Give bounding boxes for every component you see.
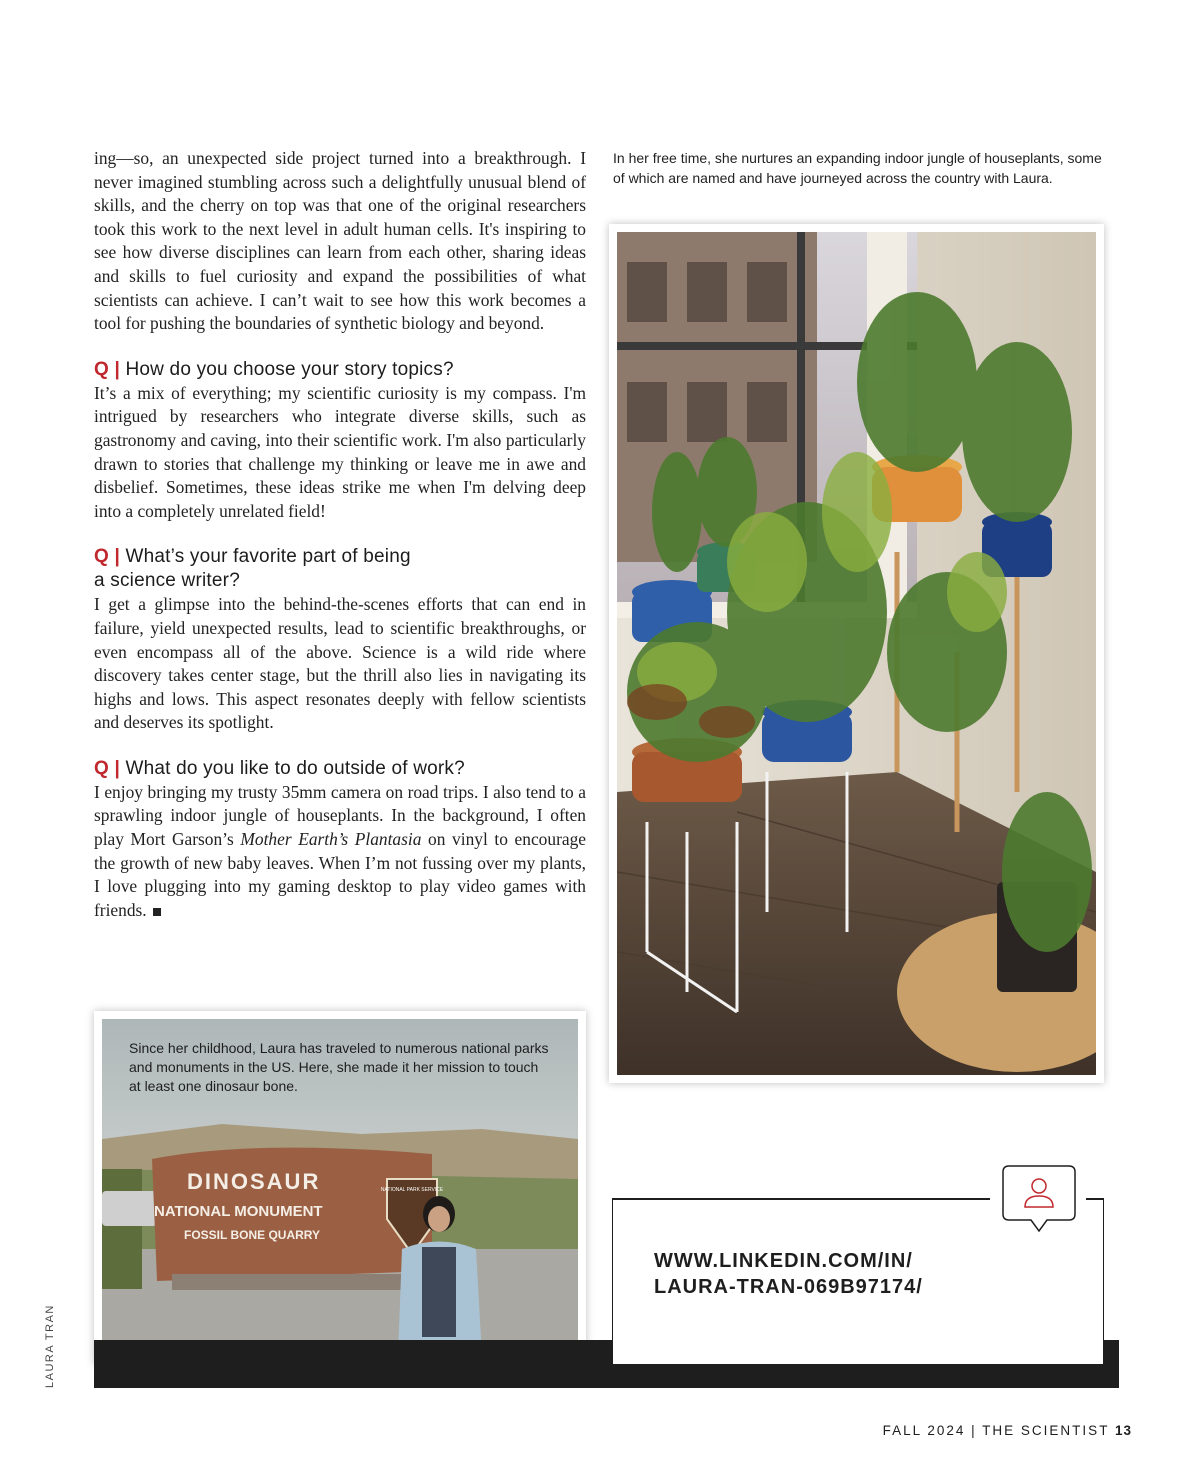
answer-3: [94, 781, 586, 923]
question-1: [94, 358, 586, 382]
question-2: [94, 545, 586, 593]
page-footer: [883, 1423, 1132, 1438]
q-marker: Q |: [94, 546, 120, 568]
plants-photo: [609, 224, 1104, 1083]
intro-paragraph: ing—so, an unexpected side project turned into a breakthrough. I never imagined stumbling across such a delightfully unusual blend of skills, and the cherry on top was that one of the original researchers took this work to the next level in adult human cells. It's inspiring to see how diverse disciplines can learn from each other, sharing ideas and skills to fuel curiosity and expand the possibilities of what scientists can achieve. I can’t wait to see how this work becomes a tool for pushing the boundaries of synthetic biology and beyond.: [94, 148, 586, 334]
answer-3-part1: I enjoy bringing my trusty 35mm camera on road trips. I also tend to a sprawling indoor jungle of houseplants. In the background, I often play Mort Garson’s: [94, 781, 586, 850]
answer-3-part2: on vinyl to encourage the growth of new baby leaves. When I’m not fussing over my plants, I love plugging into my gaming desktop to play video games with friends.: [94, 829, 586, 920]
linkedin-box-border: [1086, 1198, 1103, 1200]
question-2-line1: What’s your favorite part of being: [125, 546, 411, 568]
photo-credit: LAURA TRAN: [44, 1304, 56, 1388]
page-number: 13: [1114, 1423, 1132, 1438]
q-marker: Q |: [94, 757, 120, 779]
person-icon: [1001, 1165, 1077, 1240]
answer-1: It’s a mix of everything; my scientific curiosity is my compass. I'm intrigued by researchers who integrate diverse skills, such as gastronomy and caving, into their scientific work. I'm also particularly drawn to stories that challenge my thinking or leave me in awe and disbelief. Sometimes, these ideas strike me when I'm delving deep into a completely unrelated field!: [94, 382, 586, 521]
linkedin-line1: WWW.LINKEDIN.COM/IN/: [654, 1250, 913, 1272]
plants-caption: In her free time, she nurtures an expanding indoor jungle of houseplants, some of which are named and have journeyed across the country with Laura.: [613, 150, 1102, 186]
sign-line3: FOSSIL BONE QUARRY: [184, 1228, 321, 1242]
album-title: Mother Earth’s Plantasia: [240, 829, 422, 850]
sign-line2: NATIONAL MONUMENT: [154, 1203, 323, 1220]
end-mark-icon: [153, 908, 161, 916]
plants-illustration: [617, 232, 1096, 1075]
dinosaur-caption: Since her childhood, Laura has traveled to numerous national parks and monuments in the US. Here, she made it her mission to touch at least one dinosaur bone.: [129, 1040, 549, 1094]
question-3: [94, 757, 586, 781]
footer-text: FALL 2024 | THE SCIENTIST: [882, 1423, 1110, 1438]
linkedin-link[interactable]: [654, 1248, 923, 1300]
question-2-line2: a science writer?: [94, 570, 240, 592]
answer-2: I get a glimpse into the behind-the-scenes efforts that can end in failure, yield unexpected results, lead to scientific breakthroughs, or even encompass all of the above. Science is a wild ride where discovery takes center stage, but the thrill also lies in navigating its highs and lows. This aspect resonates deeply with fellow scientists and deserves its spotlight.: [94, 594, 586, 733]
sign-line1: DINOSAUR: [187, 1169, 321, 1194]
linkedin-line2: LAURA-TRAN-069B97174/: [654, 1276, 923, 1298]
q-marker: Q |: [94, 358, 120, 380]
badge-text: NATIONAL PARK SERVICE: [380, 1187, 444, 1193]
dinosaur-photo: [94, 1011, 586, 1364]
linkedin-box-border: [612, 1198, 990, 1200]
question-3-text: What do you like to do outside of work?: [125, 757, 465, 779]
article-column: [94, 147, 586, 922]
question-1-text: How do you choose your story topics?: [125, 358, 454, 380]
